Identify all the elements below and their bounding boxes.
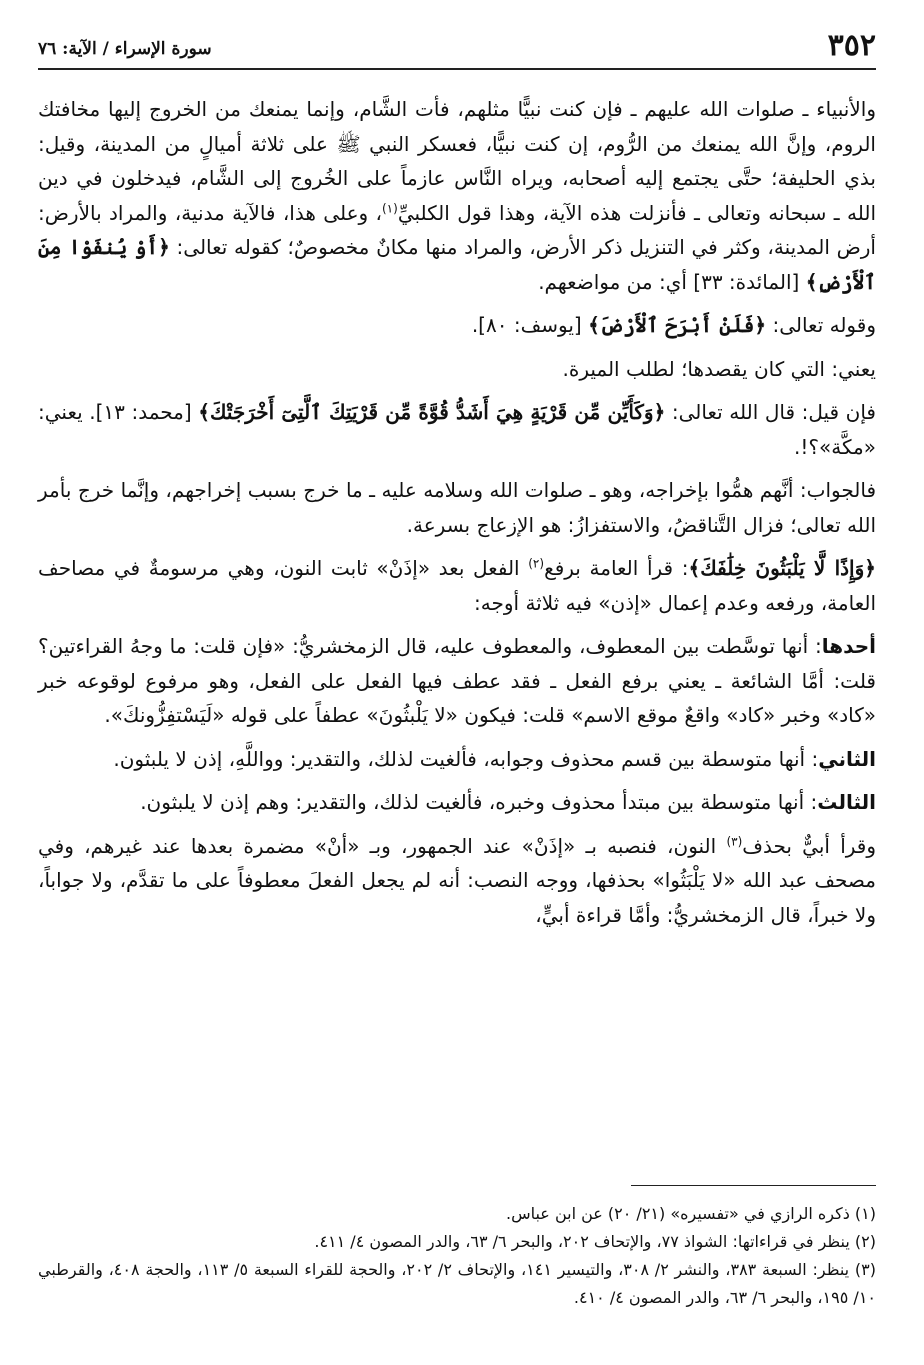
paragraph-1-text-b: ، وعلى هذا، فالآية مدنية، والمراد بالأرض: أرض المدينة، وكثر في التنزيل ذكر الأرض، والمراد منها مكانٌ مخصوصٌ؛ كقوله تعالى: xyxy=(38,200,876,259)
paragraph-2-text-b: [يوسف: ٨٠]. xyxy=(471,313,589,337)
paragraph-6-text: : قرأ العامة برفع xyxy=(544,556,689,580)
paragraph-4-text-b: [محمد: ١٣]. يعني: «مكَّة»؟!. xyxy=(38,400,876,459)
paragraph-2 xyxy=(38,308,876,343)
quran-verse-4: ﴿وَإِذًا لَّا يَلْبَثُونَ خِلَٰفَكَ﴾ xyxy=(688,556,876,580)
footnote-ref-1[interactable]: (١) xyxy=(381,200,398,215)
paragraph-9-text: : أنها متوسطة بين مبتدأ محذوف وخبره، فألغيت لذلك، والتقدير: وهم إذن لا يلبثون. xyxy=(140,790,818,814)
paragraph-10 xyxy=(38,829,876,933)
footnote-3: (٣) ينظر: السبعة ٣٨٣، والنشر ٢/ ٣٠٨، والتيسير ١٤١، والإتحاف ٢/ ٢٠٢، والحجة للقراء السبعة ٥/ ١١٣، والحجة ٤٠٨، والقرطبي ١٠/ ١٩٥، والبحر ٦/ ٦٣، والدر المصون ٤/ ٤١٠. xyxy=(38,1260,876,1307)
paragraph-2-text: وقوله تعالى: xyxy=(766,313,876,337)
paragraph-7-text: : أنها توسَّطت بين المعطوف، والمعطوف عليه، قال الزمخشريُّ: «فإن قلت: ما وجهُ القراءتين؟ قلت: أمَّا الشائعة ـ يعني برفع الفعل ـ فقد عطف فيها الفعل على الفعل، وهو مرفوع لوقوعه خبر «كاد» وخبر «كاد» واقعٌ موقع الاسم» قلت: فيكون «لا يَلْبثُونَ» عطفاً على قوله «لَيَسْتفِزُّونكَ». xyxy=(38,634,876,727)
paragraph-8 xyxy=(38,742,876,777)
quran-verse-1: ﴿أَوْ يُنفَوْا مِنَ ٱلْأَرْضِ﴾ xyxy=(38,235,876,294)
paragraph-7 xyxy=(38,629,876,733)
paragraph-9 xyxy=(38,785,876,820)
term-first: أحدها xyxy=(821,634,876,658)
page-header xyxy=(38,22,876,70)
running-title: سورة الإسراء / الآية: ٧٦ xyxy=(38,39,212,59)
paragraph-10-text: وقرأ أبيٌّ بحذف xyxy=(742,833,877,858)
quran-verse-3: ﴿وَكَأَيِّن مِّن قَرْيَةٍ هِيَ أَشَدُّ قُوَّةً مِّن قَرْيَتِكَ ٱلَّتِىٓ أَخْرَجَتْكَ﴾ xyxy=(198,400,666,424)
page-number: ٣٥٢ xyxy=(827,28,876,63)
footnote-1: (١) ذكره الرازي في «تفسيره» (٢١/ ٢٠) عن ابن عباس. xyxy=(505,1204,876,1223)
footnote-divider xyxy=(631,1185,876,1186)
paragraph-10-text-b: النون، فنصبه بـ «إذَنْ» عند الجمهور، وبـ «أنْ» مضمرة بعدها عند غيرهم، وفي مصحف عبد الله «لا يَلْبَثُوا» بحذفها، ووجه النصب: أنه لم يجعل الفعلَ معطوفاً على ما تقدَّم، ولا جواباً، ولا خبراً، قال الزمخشريُّ: وأمَّا قراءة أبيٍّ، xyxy=(38,833,876,927)
main-text xyxy=(38,92,876,932)
book-page xyxy=(38,22,876,1352)
paragraph-3: يعني: التي كان يقصدها؛ لطلب الميرة. xyxy=(562,356,876,381)
term-third: الثالث xyxy=(817,790,876,814)
paragraph-6 xyxy=(38,551,876,620)
paragraph-1-text: والأنبياء ـ صلوات الله عليهم ـ فإن كنت نبيًّا مثلهم، فأت الشَّام، وإنما يمنعك من الخروج إليها مخافتك الروم، وإنَّ الله يمنعك من الرُّوم، إن كنت نبيًّا، فعسكر النبي ﷺ على ثلاثة أميالٍ من المدينة، وقيل: بذي الحليفة؛ حتَّى يجتمع إليه أصحابه، ويراه النَّاس عازماً على الخُروج إلى الشَّام، فيدخلون في دين الله ـ سبحانه وتعالى ـ فأنزلت هذه الآية، وهذا قول الكلبيِّ xyxy=(38,97,876,225)
paragraph-5: فالجواب: أنَّهم همُّوا بإخراجه، وهو ـ صلوات الله وسلامه عليه ـ ما خرج بسبب إخراجهم، وإنَّما خرج بأمر الله تعالى؛ فزال التَّناقضُ، والاستفزازُ: هو الإزعاج بسرعة. xyxy=(38,478,876,537)
footnote-ref-2[interactable]: (٢) xyxy=(528,556,545,571)
footnotes-section xyxy=(38,1185,876,1312)
paragraph-4 xyxy=(38,395,876,464)
paragraph-6-text-b: الفعل بعد «إذَنْ» ثابت النون، وهي مرسومةٌ في مصاحف العامة، ورفعه وعدم إعمال «إذن» فيه ثلاثة أوجه: xyxy=(38,556,876,615)
quran-verse-2: ﴿فَلَنْ أَبْرَحَ ٱلْأَرْضَ﴾ xyxy=(588,313,767,337)
footnote-ref-3[interactable]: (٣) xyxy=(726,833,743,848)
paragraph-4-text: فإن قيل: قال الله تعالى: xyxy=(665,400,876,424)
paragraph-8-text: : أنها متوسطة بين قسم محذوف وجوابه، فألغيت لذلك، والتقدير: وواللَّهِ، إذن لا يلبثون. xyxy=(113,746,819,771)
paragraph-1-text-c: [المائدة: ٣٣] أي: من مواضعهم. xyxy=(538,269,806,294)
term-second: الثاني xyxy=(818,746,876,771)
paragraph-1 xyxy=(38,92,876,299)
footnote-2: (٢) ينظر في قراءاتها: الشواذ ٧٧، والإتحاف ٢٠٢، والبحر ٦/ ٦٣، والدر المصون ٤/ ٤١١. xyxy=(314,1232,876,1251)
